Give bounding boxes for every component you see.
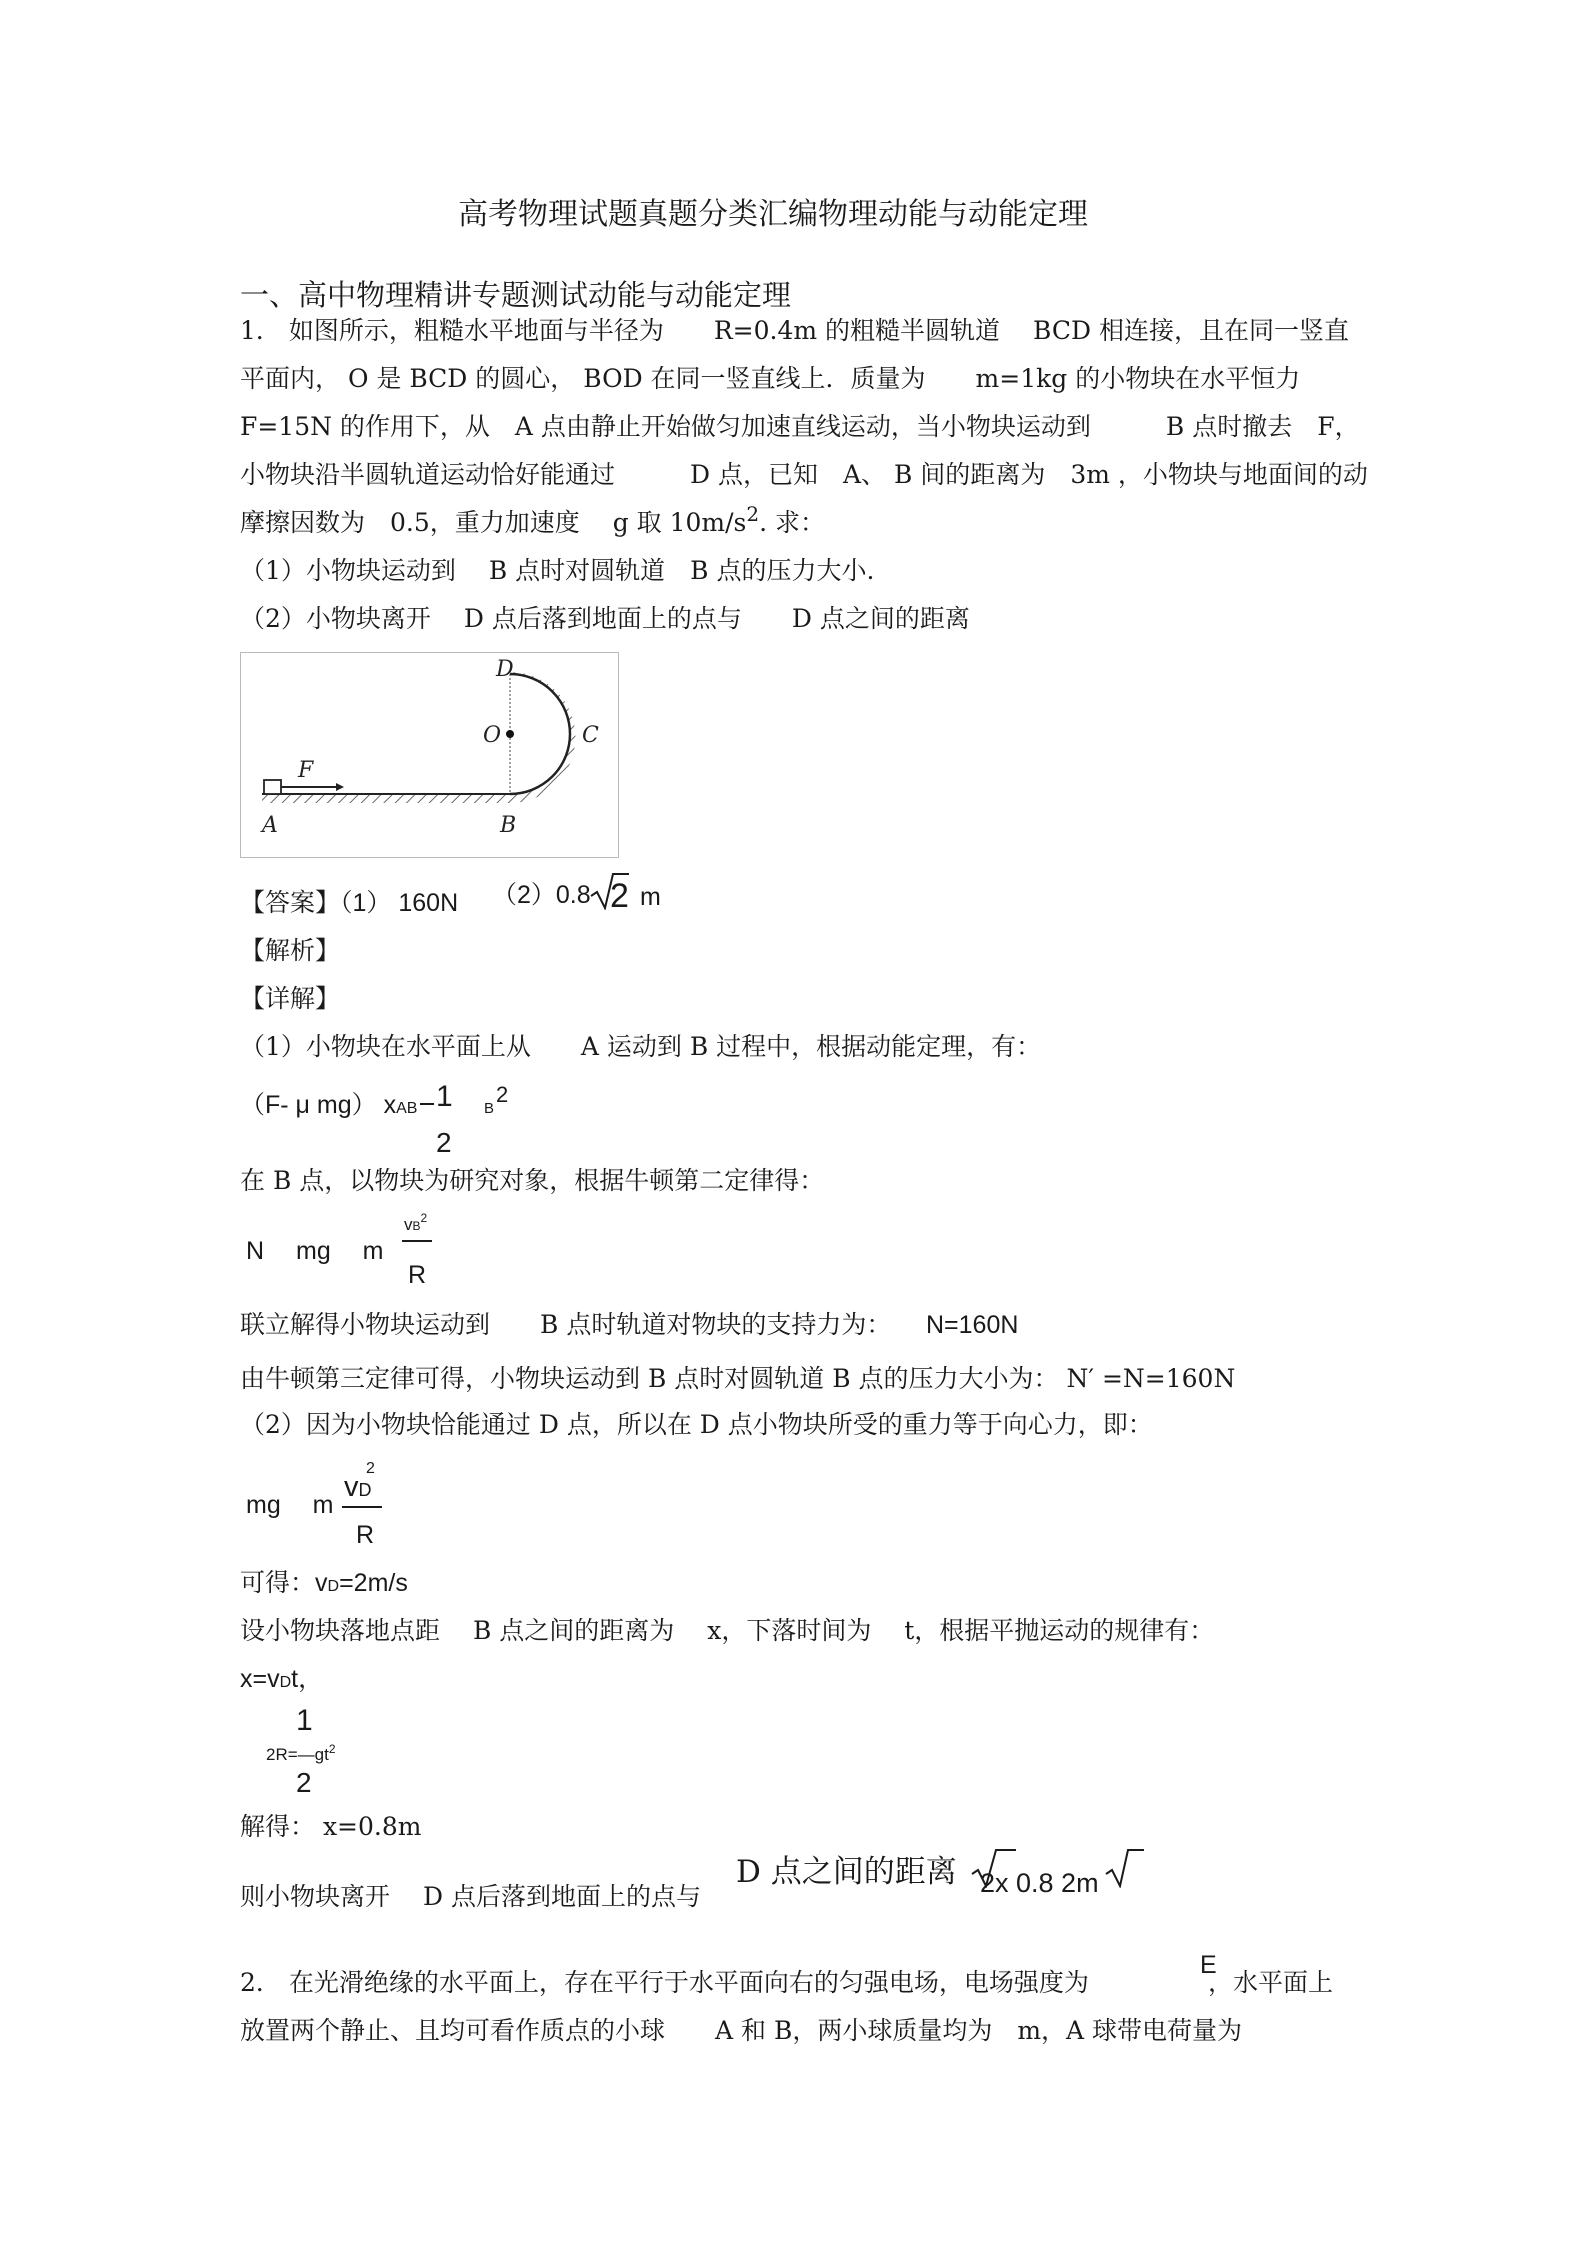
q1-part-2: （2）小物块离开 D 点后落到地面上的点与 D 点之间的距离 bbox=[240, 604, 970, 633]
step-6-value: =2m/s bbox=[339, 1569, 408, 1597]
block bbox=[264, 780, 281, 794]
q2-field-E: E bbox=[1200, 1951, 1217, 1979]
solution-step-9: 解得： x=0.8m bbox=[240, 1812, 422, 1841]
q2-line-1b: ，水平面上 bbox=[1208, 1968, 1334, 1997]
page-title: 高考物理试题真题分类汇编物理动能与动能定理 bbox=[458, 197, 1088, 232]
eq2-v-sup: 2 bbox=[420, 1211, 428, 1225]
force-arrowhead bbox=[336, 783, 344, 791]
solution-step-3 bbox=[240, 1310, 891, 1340]
eq1-subscript: AB bbox=[396, 1100, 418, 1117]
answer-line bbox=[240, 888, 458, 918]
q2-line-2: 放置两个静止、且均可看作质点的小球 A 和 B，两小球质量均为 m，A 球带电荷量为 bbox=[240, 2016, 1243, 2045]
q1-line-5-end: . 求： bbox=[759, 508, 826, 537]
solution-step-10: 则小物块离开 D 点后落到地面上的点与 bbox=[240, 1882, 701, 1911]
eq3-v-sub: D bbox=[358, 1480, 372, 1500]
solution-step-7: 设小物块落地点距 B 点之间的距离为 x，下落时间为 t，根据平抛运动的规律有： bbox=[240, 1616, 1215, 1645]
answer-part-2: （2）0.8 bbox=[492, 881, 591, 909]
q2-line-1a: 2． 在光滑绝缘的水平面上，存在平行于水平面向右的匀强电场，电场强度为 bbox=[240, 1968, 1089, 1997]
q1-line-4: 小物块沿半圆轨道运动恰好能通过 D 点，已知 A、 B 间的距离为 3m ，小物块与地面间的动 bbox=[240, 460, 1368, 489]
eq3-v: v bbox=[344, 1471, 359, 1503]
step-6-label: 可得： bbox=[240, 1568, 316, 1597]
step-6-sub: D bbox=[327, 1578, 340, 1595]
step-8-sub: D bbox=[279, 1674, 292, 1691]
q1-line-5 bbox=[240, 502, 826, 539]
eq3-square: 2 bbox=[366, 1460, 375, 1477]
eq1-numerator: 1 bbox=[436, 1080, 453, 1113]
equation-newton-b: N mg m bbox=[246, 1237, 384, 1265]
solution-step-4: 由牛顿第三定律可得，小物块运动到 B 点时对圆轨道 B 点的压力大小为： N′ =N=160N bbox=[240, 1364, 1236, 1393]
step-10-large-text: D 点之间的距离 bbox=[736, 1854, 957, 1890]
eq2-numerator bbox=[404, 1210, 427, 1241]
answer-label: 【答案】 bbox=[240, 888, 341, 917]
step-6-v: v bbox=[315, 1569, 328, 1597]
step-3-result: N=160N bbox=[926, 1311, 1019, 1339]
equation-free-fall: $2R=—gt^2$ bbox=[266, 1742, 336, 1764]
center-point bbox=[506, 730, 514, 738]
eq4-gt: gt bbox=[314, 1745, 329, 1764]
step-10-equation: 2x 0.8 2m bbox=[980, 1868, 1099, 1898]
answer-part-1: （1） 160N bbox=[340, 889, 459, 917]
detail-label: 【详解】 bbox=[240, 984, 341, 1013]
solution-step-8 bbox=[240, 1664, 323, 1698]
track-figure bbox=[240, 652, 620, 858]
step-8-t: t， bbox=[291, 1665, 324, 1693]
eq2-denominator: R bbox=[408, 1261, 427, 1289]
equation-work-energy bbox=[240, 1090, 417, 1124]
solution-step-6 bbox=[240, 1568, 408, 1602]
step-3-text: 联立解得小物块运动到 B 点时轨道对物块的支持力为： bbox=[240, 1310, 892, 1339]
q1-line-1: 1． 如图所示，粗糙水平地面与半径为 R=0.4m 的粗糙半圆轨道 BCD 相连接，且在同一竖直 bbox=[240, 316, 1349, 345]
eq1-square: 2 bbox=[496, 1082, 509, 1107]
eq1-fraction-line bbox=[420, 1103, 434, 1105]
sqrt-sign-2 bbox=[1104, 1846, 1144, 1888]
label-O: O bbox=[483, 723, 502, 748]
label-D: D bbox=[496, 657, 514, 682]
exponent: 2 bbox=[746, 502, 760, 526]
eq3-numerator bbox=[344, 1472, 372, 1505]
solution-step-5: （2）因为小物块恰能通过 D 点，所以在 D 点小物块所受的重力等于向心力，即： bbox=[240, 1410, 1153, 1439]
label-F: F bbox=[298, 758, 314, 783]
equation-newton-d: mg m bbox=[246, 1491, 334, 1519]
q1-line-3: F=15N 的作用下，从 A 点由静止开始做匀加速直线运动，当小物块运动到 B 点时撤去 F， bbox=[240, 412, 1360, 441]
eq1-b: B bbox=[484, 1100, 495, 1117]
solution-step-2: 在 B 点，以物块为研究对象，根据牛顿第二定律得： bbox=[240, 1166, 825, 1195]
solution-step-1: （1）小物块在水平面上从 A 运动到 B 过程中，根据动能定理，有： bbox=[240, 1032, 1042, 1061]
label-A: A bbox=[262, 813, 278, 838]
step-8-x: x=v bbox=[240, 1665, 280, 1693]
eq3-fraction-line bbox=[342, 1506, 382, 1508]
q1-line-5-text: 摩擦因数为 0.5，重力加速度 g 取 10m/s bbox=[240, 508, 747, 537]
label-C: C bbox=[582, 723, 599, 748]
analysis-label: 【解析】 bbox=[240, 936, 341, 965]
ground-hatch bbox=[262, 794, 510, 803]
answer-sqrt-value: 2 bbox=[610, 877, 629, 915]
answer-unit: m bbox=[640, 883, 661, 911]
eq4-lhs: 2R= bbox=[266, 1745, 298, 1764]
section-heading: 一、高中物理精讲专题测试动能与动能定理 bbox=[240, 278, 792, 312]
eq2-fraction-line bbox=[402, 1240, 432, 1242]
eq4-numerator: 1 bbox=[296, 1704, 313, 1737]
eq2-v: v bbox=[404, 1215, 413, 1234]
eq4-denominator: 2 bbox=[296, 1767, 312, 1798]
label-B: B bbox=[500, 813, 517, 838]
eq1-denominator: 2 bbox=[436, 1127, 452, 1158]
eq2-v-sub: B bbox=[412, 1219, 421, 1233]
eq1-lhs: （F- μ mg） x bbox=[240, 1091, 397, 1119]
eq3-denominator: R bbox=[356, 1521, 375, 1549]
q1-part-1: （1）小物块运动到 B 点时对圆轨道 B 点的压力大小. bbox=[240, 556, 875, 585]
eq4-sup: 2 bbox=[328, 1742, 336, 1756]
q1-line-2: 平面内， O 是 BCD 的圆心， BOD 在同一竖直线上．质量为 m=1kg 的小物块在水平恒力 bbox=[240, 364, 1301, 393]
